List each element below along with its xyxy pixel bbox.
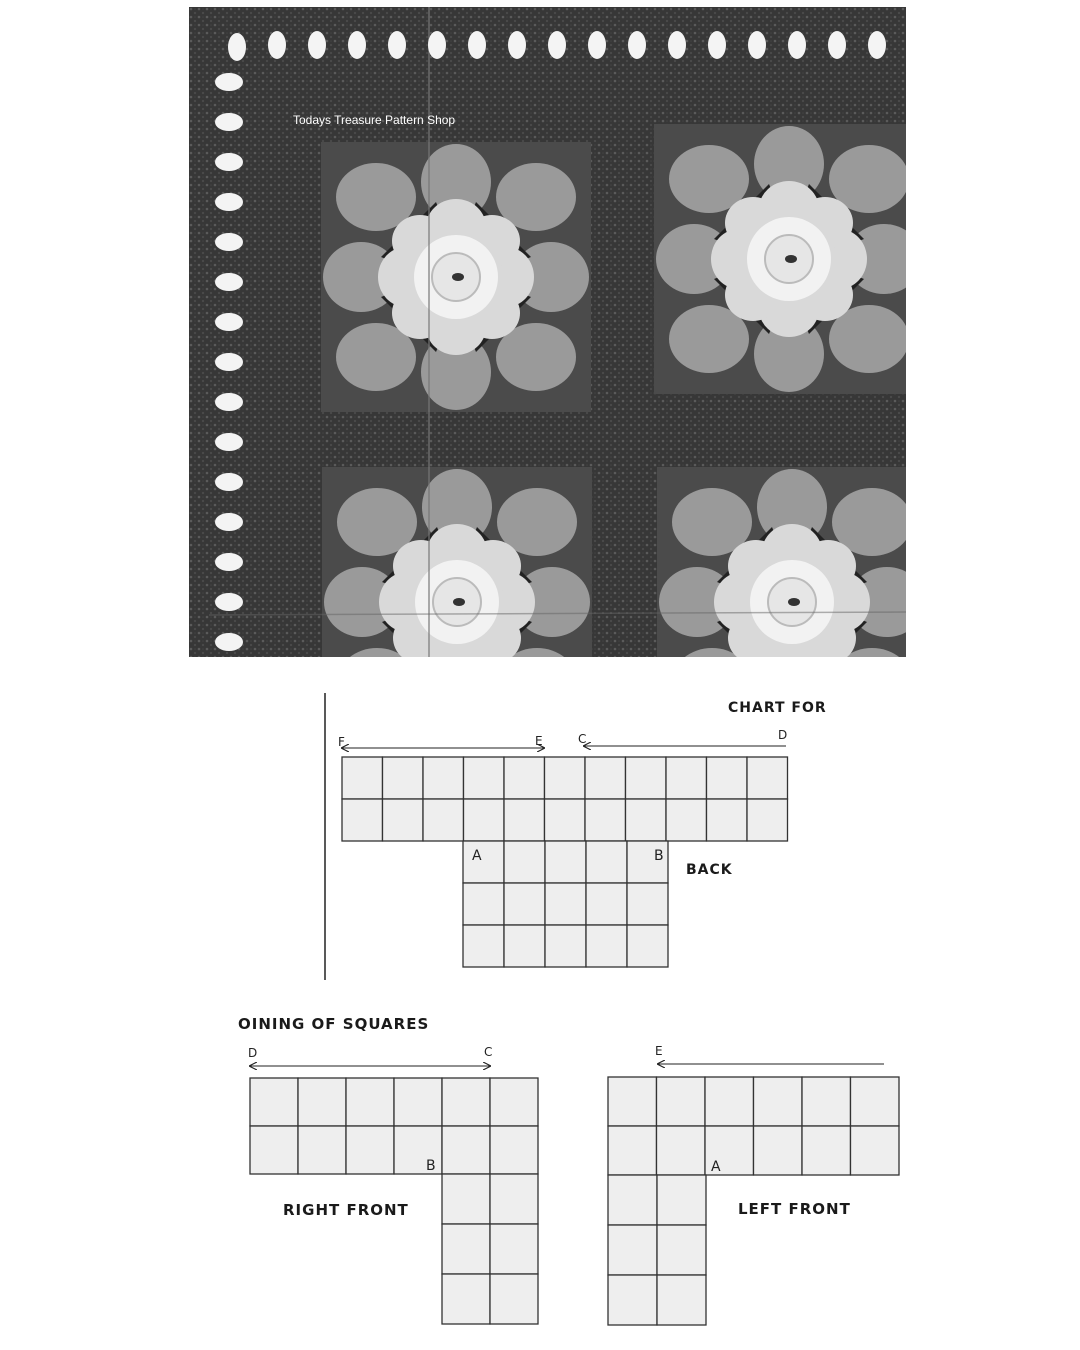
grid-square [298, 1078, 346, 1126]
grid-square [608, 1175, 657, 1225]
left-front-upper-grid [608, 1077, 899, 1175]
grid-square [657, 1126, 706, 1175]
grid-square [504, 799, 545, 841]
left-front-column-grid [608, 1175, 706, 1325]
grid-square [754, 1077, 803, 1126]
left-front-chart [608, 1044, 899, 1325]
section-heading: OINING OF SQUARES [238, 1015, 430, 1033]
point-a: A [472, 848, 482, 864]
grid-square [666, 799, 707, 841]
grid-square [342, 757, 383, 799]
grid-square [490, 1224, 538, 1274]
grid-square [250, 1126, 298, 1174]
grid-square [802, 1126, 851, 1175]
point-e-lf: E [655, 1044, 663, 1058]
grid-square [346, 1126, 394, 1174]
grid-square [754, 1126, 803, 1175]
grid-square [586, 925, 627, 967]
point-a-lf: A [711, 1159, 721, 1175]
watermark-caption: Todays Treasure Pattern Shop [293, 113, 456, 127]
point-c: C [578, 732, 587, 746]
grid-square [802, 1077, 851, 1126]
grid-square [705, 1077, 754, 1126]
grid-square [545, 841, 586, 883]
back-lower-grid [463, 841, 668, 967]
grid-square [545, 925, 586, 967]
right-front-label: RIGHT FRONT [283, 1201, 409, 1219]
grid-square [423, 799, 464, 841]
grid-square [707, 799, 748, 841]
grid-square [298, 1126, 346, 1174]
grid-square [608, 1225, 657, 1275]
grid-square [586, 883, 627, 925]
grid-square [504, 925, 545, 967]
grid-square [464, 757, 505, 799]
point-c-rf: C [484, 1045, 493, 1059]
back-chart [338, 728, 788, 967]
point-b-rf: B [426, 1158, 436, 1174]
grid-square [346, 1078, 394, 1126]
grid-square [504, 757, 545, 799]
grid-square [657, 1077, 706, 1126]
grid-square [627, 925, 668, 967]
grid-square [490, 1078, 538, 1126]
grid-square [657, 1225, 706, 1275]
point-e: E [535, 734, 543, 748]
back-label: BACK [686, 862, 733, 878]
grid-square [250, 1078, 298, 1126]
grid-square [586, 841, 627, 883]
grid-square [504, 841, 545, 883]
right-front-column-grid [442, 1174, 538, 1324]
grid-square [490, 1174, 538, 1224]
grid-square [608, 1077, 657, 1126]
grid-square [442, 1174, 490, 1224]
grid-square [851, 1077, 900, 1126]
grid-square [747, 799, 788, 841]
grid-square [585, 799, 626, 841]
grid-square [585, 757, 626, 799]
grid-square [463, 841, 504, 883]
grid-square [504, 883, 545, 925]
grid-square [464, 799, 505, 841]
grid-square [545, 883, 586, 925]
grid-square [342, 799, 383, 841]
grid-square [608, 1275, 657, 1325]
grid-square [463, 925, 504, 967]
grid-square [851, 1126, 900, 1175]
left-front-label: LEFT FRONT [738, 1200, 851, 1218]
chart-title: CHART FOR [728, 700, 827, 716]
point-b: B [654, 848, 664, 864]
grid-square [394, 1078, 442, 1126]
right-front-chart [248, 1045, 538, 1324]
grid-square [626, 757, 667, 799]
grid-square [545, 757, 586, 799]
grid-square [442, 1078, 490, 1126]
grid-square [442, 1126, 490, 1174]
grid-square [383, 799, 424, 841]
grid-square [423, 757, 464, 799]
grid-square [442, 1224, 490, 1274]
grid-square [383, 757, 424, 799]
grid-square [707, 757, 748, 799]
grid-square [545, 799, 586, 841]
point-f: F [338, 735, 345, 749]
grid-square [442, 1274, 490, 1324]
point-d: D [778, 728, 788, 742]
grid-square [626, 799, 667, 841]
grid-square [463, 883, 504, 925]
point-d-rf: D [248, 1046, 258, 1060]
grid-square [657, 1175, 706, 1225]
grid-square [627, 883, 668, 925]
back-upper-grid [342, 757, 788, 841]
right-front-upper-grid [250, 1078, 538, 1174]
grid-square [657, 1275, 706, 1325]
grid-square [747, 757, 788, 799]
grid-square [490, 1274, 538, 1324]
grid-square [490, 1126, 538, 1174]
grid-square [666, 757, 707, 799]
grid-square [608, 1126, 657, 1175]
